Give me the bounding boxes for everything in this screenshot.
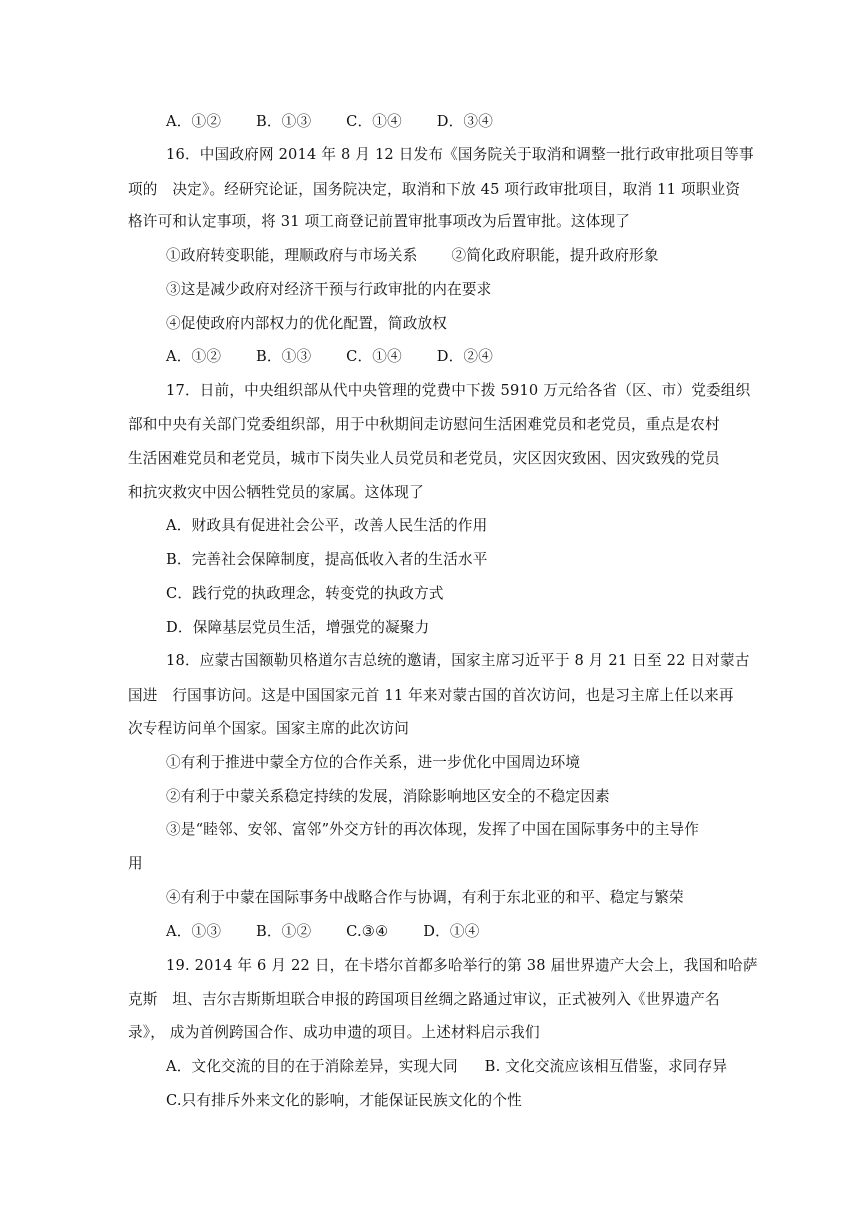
q17-option-d: D．保障基层党员生活，增强党的凝聚力 [166, 619, 430, 636]
q18-option-b: B．①② [255, 923, 312, 940]
q16-stem-line-1: 16．中国政府网 2014 年 8 月 12 日发布《国务院关于取消和调整一批行政审批项目等事 [166, 146, 754, 163]
q15-option-c: C．①④ [346, 113, 402, 130]
q18-stem-line-2: 国进 行国事访问。这是中国国家元首 11 年来对蒙古国的首次访问，也是习主席上任以来再 [128, 687, 734, 704]
q16-option-c: C．①④ [346, 348, 402, 365]
q18-item-2: ②有利于中蒙关系稳定持续的发展，消除影响地区安全的不稳定因素 [166, 788, 610, 805]
q18-options [166, 922, 480, 942]
q16-items-row-1 [166, 246, 659, 266]
q17-stem-line-3: 生活困难党员和老党员，城市下岗失业人员党员和老党员，灾区因灾致困、因灾致残的党员 [128, 450, 720, 467]
q16-item-3: ③这是减少政府对经济干预与行政审批的内在要求 [166, 281, 492, 298]
q18-option-c: C.③④ [346, 923, 389, 940]
q18-item-1: ①有利于推进中蒙全方位的合作关系，进一步优化中国周边环境 [166, 754, 581, 771]
q16-item-4: ④促使政府内部权力的优化配置，简政放权 [166, 315, 448, 332]
q17-stem-line-2: 部和中央有关部门党委组织部，用于中秋期间走访慰问生活困难党员和老党员，重点是农村 [128, 416, 720, 433]
q19-option-b: B. 文化交流应该相互借鉴，求同存异 [484, 1058, 728, 1075]
q15-option-a: A．①② [166, 113, 222, 130]
q18-stem-line-3: 次专程访问单个国家。国家主席的此次访问 [128, 720, 410, 737]
q15-options [166, 112, 493, 132]
q17-stem-line-1: 17．日前，中央组织部从代中央管理的党费中下拨 5910 万元给各省（区、市）党委组织 [166, 382, 751, 399]
q16-option-a: A．①② [166, 348, 222, 365]
q19-stem-line-3: 录》， 成为首例跨国合作、成功申遗的项目。上述材料启示我们 [128, 1024, 540, 1041]
q18-item-3-cont: 用 [128, 855, 143, 872]
q17-option-a: A．财政具有促进社会公平，改善人民生活的作用 [166, 517, 488, 534]
q19-option-c: C.只有排斥外来文化的影响，才能保证民族文化的个性 [166, 1092, 522, 1109]
q15-option-b: B．①③ [255, 113, 312, 130]
q19-stem-line-2: 克斯 坦、吉尔吉斯斯坦联合申报的跨国项目丝绸之路通过审议，正式被列入《世界遗产名 [128, 991, 720, 1008]
q17-option-b: B．完善社会保障制度，提高低收入者的生活水平 [166, 551, 488, 568]
q16-option-b: B．①③ [255, 348, 312, 365]
q19-option-a: A．文化交流的目的在于消除差异，实现大同 [166, 1058, 458, 1075]
q16-options [166, 347, 493, 367]
q19-stem-line-1: 19. 2014 年 6 月 22 日，在卡塔尔首都多哈举行的第 38 届世界遗产大会上，我国和哈萨 [166, 957, 758, 974]
q17-option-c: C．践行党的执政理念，转变党的执政方式 [166, 585, 444, 602]
q17-stem-line-4: 和抗灾救灾中因公牺牲党员的家属。这体现了 [128, 484, 424, 501]
q16-item-2: ②简化政府职能，提升政府形象 [451, 247, 659, 264]
q18-stem-line-1: 18．应蒙古国额勒贝格道尔吉总统的邀请，国家主席习近平于 8 月 21 日至 22 日对蒙古 [166, 652, 750, 669]
q16-item-1: ①政府转变职能，理顺政府与市场关系 [166, 247, 418, 264]
q18-option-d: D．①④ [423, 923, 480, 940]
q18-item-4: ④有利于中蒙在国际事务中战略合作与协调，有利于东北亚的和平、稳定与繁荣 [166, 889, 684, 906]
q18-item-3: ③是“睦邻、安邻、富邻”外交方针的再次体现，发挥了中国在国际事务中的主导作 [166, 821, 700, 838]
q15-option-d: D．③④ [436, 113, 494, 130]
q16-stem-line-3: 格许可和认定事项，将 31 项工商登记前置审批事项改为后置审批。这体现了 [128, 213, 631, 230]
q16-stem-line-2: 项的 决定》。经研究论证，国务院决定，取消和下放 45 项行政审批项目，取消 11 项职业资 [128, 181, 741, 198]
q18-option-a: A．①③ [166, 923, 222, 940]
q16-option-d: D．②④ [436, 348, 494, 365]
q19-options-row-1 [166, 1057, 727, 1077]
